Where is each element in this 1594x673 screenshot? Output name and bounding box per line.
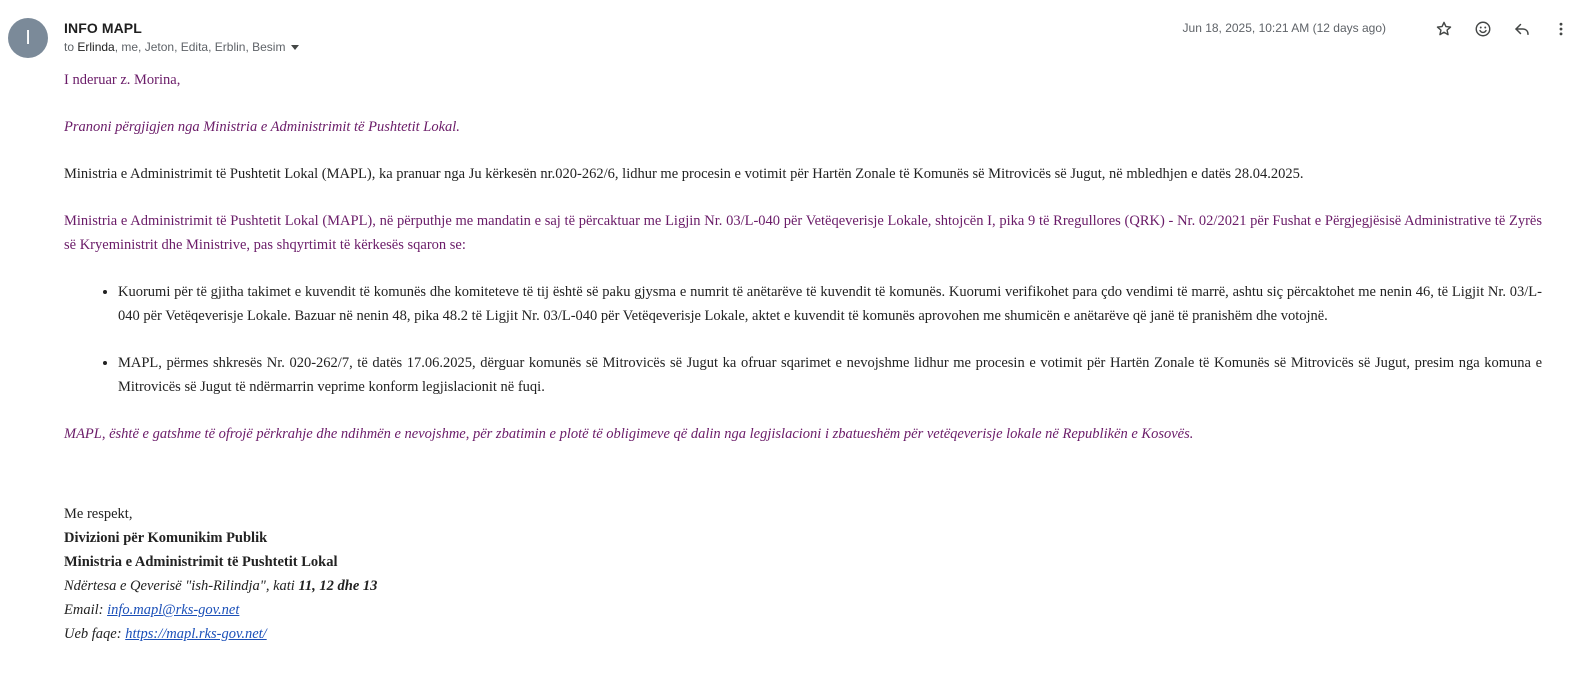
sender-name[interactable]: INFO MAPL (64, 20, 142, 36)
greeting: I nderuar z. Morina, (64, 72, 181, 88)
signature (64, 502, 1542, 646)
message-actions (1424, 14, 1580, 44)
recipients-line (64, 40, 299, 54)
email-label: Email: (64, 602, 108, 618)
message-body (64, 68, 1542, 646)
signature-website (64, 622, 1542, 646)
list-item: • MAPL, përmes shkresës Nr. 020-262/7, të datës 17.06.2025, dërguar komunës së Mitrovicës së Jugut ka ofruar sqarimet e nevojshme lidhur me procesin e votimit për Hartën Zonale të Komunës së Mitrovicës së Jugut, presim nga komuna e Mitrovicës së Jugut të ndërmarrin veprime konform legjislacionit në fuqi. (118, 351, 1542, 399)
sign-off: Me respekt, (64, 506, 133, 522)
message-timestamp: Jun 18, 2025, 10:21 AM (12 days ago) (1182, 21, 1386, 35)
recipients-rest: , me, Jeton, Edita, Erblin, Besim (114, 40, 286, 54)
address-text: Ndërtesa e Qeverisë "ish-Rilindja", kati (64, 578, 299, 594)
address-floors: 11, 12 dhe 13 (298, 578, 378, 594)
reply-icon (1513, 20, 1531, 38)
star-icon (1435, 20, 1453, 38)
emoji-icon (1474, 20, 1492, 38)
signature-address (64, 574, 1542, 598)
intro-line: Pranoni përgjigjen nga Ministria e Administrimit të Pushtetit Lokal. (64, 119, 460, 135)
star-button[interactable] (1424, 14, 1463, 44)
recipients-details-chevron-down-icon[interactable] (291, 45, 299, 50)
website-link[interactable]: https://mapl.rks-gov.net/ (125, 626, 267, 642)
list-item: • Kuorumi për të gjitha takimet e kuvendit të komunës dhe komiteteve të tij është së paku gjysma e numrit të anëtarëve të kuvendit të komunës. Kuorumi verifikohet para çdo vendimi të marrë, ashtu siç përcaktohet me nenin 46, të Ligjit Nr. 03/L-040 për Vetëqeverisje Lokale. Bazuar në nenin 48, pika 48.2 të Ligjit Nr. 03/L-040 për Vetëqeverisje Lokale, aktet e kuvendit të komunës aprovohen me shumicën e anëtarëve që janë të pranishëm dhe votojnë. (118, 280, 1542, 328)
more-vert-icon (1552, 20, 1570, 38)
sender-avatar[interactable]: I (8, 18, 48, 58)
paragraph-request: Ministria e Administrimit të Pushtetit Lokal (MAPL), ka pranuar nga Ju kërkesën nr.020-262/6, lidhur me procesin e votimit për Hartën Zonale të Komunës së Mitrovicës së Jugut, në mbledhjen e datës 28.04.2025. (64, 166, 1304, 182)
reply-button[interactable] (1502, 14, 1541, 44)
website-label: Ueb faqe: (64, 626, 126, 642)
more-options-button[interactable] (1541, 14, 1580, 44)
closing-line: MAPL, është e gatshme të ofrojë përkrahje dhe ndihmën e nevojshme, për zbatimin e plotë të obligimeve që dalin nga legjislacioni i zbatueshëm për vetëqeverisje lokale në Republikën e Kosovës. (64, 426, 1194, 442)
recipient-first: Erlinda (77, 40, 115, 54)
signature-email (64, 598, 1542, 622)
recipients-prefix: to (64, 40, 75, 54)
add-reaction-button[interactable] (1463, 14, 1502, 44)
paragraph-mandate: Ministria e Administrimit të Pushtetit Lokal (MAPL), në përputhje me mandatin e saj të përcaktuar me Ligjin Nr. 03/L-040 për Vetëqeverisje Lokale, shtojcën I, pika 9 të Rregullores (QRK) - Nr. 02/2021 për Fushat e Përgjegjësisë Administrative të Zyrës së Kryeministrit dhe Ministrive, pas shqyrtimit të kërkesës sqaron se: (64, 213, 1542, 253)
signature-ministry: Ministria e Administrimit të Pushtetit Lokal (64, 554, 338, 570)
clarifications-list (64, 280, 1542, 399)
signature-division: Divizioni për Komunikim Publik (64, 530, 268, 546)
email-link[interactable]: info.mapl@rks-gov.net (107, 602, 240, 618)
